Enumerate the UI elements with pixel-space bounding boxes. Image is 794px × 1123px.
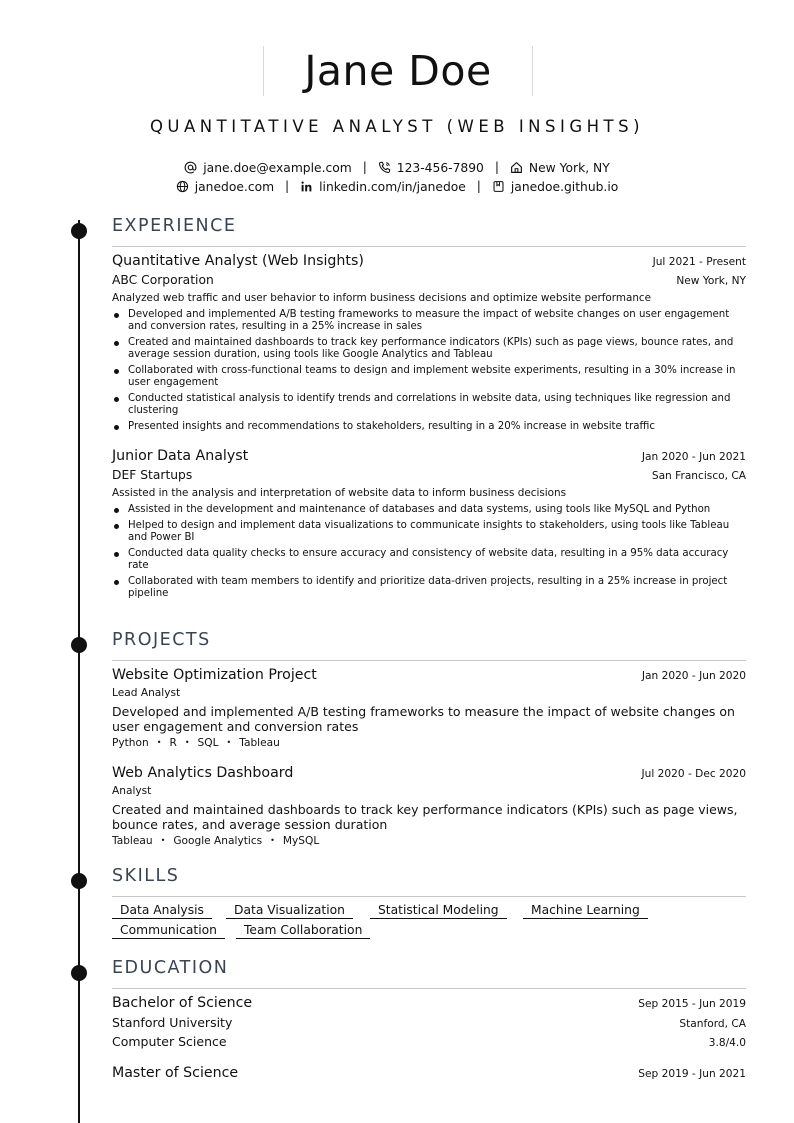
contact-line-1 <box>0 160 794 175</box>
project-tech-list <box>112 737 280 749</box>
candidate-name: Jane Doe <box>304 47 492 95</box>
home-icon <box>510 161 523 174</box>
experience-subheader <box>112 273 746 287</box>
job-bullets <box>112 504 746 604</box>
project-role: Lead Analyst <box>112 687 181 699</box>
experience-header <box>112 253 746 269</box>
section-title-projects: PROJECTS <box>112 630 211 650</box>
job-location: San Francisco, CA <box>651 470 746 482</box>
project-header <box>112 765 746 781</box>
skill-tag: Data Analysis <box>112 903 212 919</box>
education-header <box>112 995 746 1011</box>
project-dates: Jul 2020 - Dec 2020 <box>641 768 746 780</box>
skill-tag: Machine Learning <box>523 903 648 919</box>
globe-icon <box>176 180 189 193</box>
section-divider <box>112 660 746 661</box>
job-role: Quantitative Analyst (Web Insights) <box>112 253 364 269</box>
project-tech-list <box>112 835 319 847</box>
company-name: ABC Corporation <box>112 273 214 287</box>
education-dates: Sep 2019 - Jun 2021 <box>638 1068 746 1080</box>
email-text: jane.doe@example.com <box>203 160 352 175</box>
bullet-item: Conducted statistical analysis to identify trends and correlations in website data, using techniques like regression and clustering <box>112 393 746 417</box>
skill-tag: Data Visualization <box>226 903 353 919</box>
project-header <box>112 667 746 683</box>
timeline-dot-education <box>71 965 87 981</box>
job-bullets <box>112 309 746 437</box>
job-dates: Jul 2021 - Present <box>652 256 746 268</box>
education-school-row <box>112 1015 746 1030</box>
project-dates: Jan 2020 - Jun 2020 <box>641 670 746 682</box>
section-title-skills: SKILLS <box>112 866 180 886</box>
tech-tag: Tableau <box>112 835 153 847</box>
section-divider <box>112 988 746 989</box>
section-divider <box>112 246 746 247</box>
bullet-item: Developed and implemented A/B testing frameworks to measure the impact of website changes on user engagement and conversion rates, resulting in a 25% increase in sales <box>112 309 746 333</box>
school-name: Stanford University <box>112 1015 233 1030</box>
linkedin-contact[interactable] <box>300 180 466 194</box>
gpa: 3.8/4.0 <box>708 1037 746 1049</box>
tech-tag: R <box>169 737 177 749</box>
experience-subheader <box>112 468 746 482</box>
section-title-education: EDUCATION <box>112 958 229 978</box>
tech-tag: Tableau <box>239 737 280 749</box>
contact-separator: | <box>476 179 481 193</box>
phone-text: 123-456-7890 <box>396 160 484 175</box>
contact-line-2 <box>0 179 794 194</box>
project-description: Developed and implemented A/B testing frameworks to measure the impact of website changes on user engagement and conversion rates <box>112 704 735 734</box>
website-text: janedoe.com <box>194 179 275 194</box>
github-contact[interactable] <box>492 180 618 194</box>
bullet-item: Conducted data quality checks to ensure accuracy and consistency of website data, resulting in a 95% data accuracy rate <box>112 548 746 572</box>
tech-tag: Google Analytics <box>173 835 263 847</box>
website-contact[interactable] <box>176 180 274 194</box>
bullet-item: Collaborated with cross-functional teams to design and implement website experiments, resulting in a 30% increase in user engagement <box>112 365 746 389</box>
bullet-item: Assisted in the development and maintenance of databases and data systems, using tools like MySQL and Python <box>112 504 746 516</box>
github-text: janedoe.github.io <box>510 179 619 194</box>
tech-separator: • <box>160 836 166 845</box>
project-description: Created and maintained dashboards to track key performance indicators (KPIs) such as page views, bounce rates, and average session duration <box>112 802 738 832</box>
tech-tag: SQL <box>197 737 219 749</box>
experience-header <box>112 448 746 464</box>
education-field-row <box>112 1034 746 1049</box>
skill-tag: Team Collaboration <box>236 923 370 939</box>
section-divider <box>112 896 746 897</box>
bullet-item: Presented insights and recommendations to stakeholders, resulting in a 20% increase in website traffic <box>112 421 746 433</box>
at-icon <box>184 161 197 174</box>
skill-tag: Statistical Modeling <box>370 903 507 919</box>
tech-separator: • <box>156 738 162 747</box>
project-name: Web Analytics Dashboard <box>112 765 294 781</box>
bullet-item: Collaborated with team members to identify and prioritize data-driven projects, resulting in a 25% increase in project pipeline <box>112 576 746 600</box>
job-summary: Assisted in the analysis and interpretation of website data to inform business decisions <box>112 487 566 499</box>
degree-name: Master of Science <box>112 1065 239 1081</box>
project-name: Website Optimization Project <box>112 667 317 683</box>
bookmark-icon <box>492 180 505 193</box>
contact-separator: | <box>494 160 499 174</box>
linkedin-text: linkedin.com/in/janedoe <box>319 179 466 194</box>
timeline-dot-skills <box>71 873 87 889</box>
project-role: Analyst <box>112 785 152 797</box>
timeline-dot-projects <box>71 637 87 653</box>
job-title: QUANTITATIVE ANALYST (WEB INSIGHTS) <box>149 117 645 136</box>
education-header <box>112 1065 746 1081</box>
phone-contact[interactable] <box>378 161 484 175</box>
location-text: New York, NY <box>528 160 610 175</box>
job-location: New York, NY <box>676 275 746 287</box>
linkedin-icon <box>300 180 313 193</box>
job-role: Junior Data Analyst <box>112 448 249 464</box>
timeline-dot-experience <box>71 223 87 239</box>
tech-tag: MySQL <box>282 835 320 847</box>
location-contact <box>510 161 610 175</box>
section-title-experience: EXPERIENCE <box>112 216 237 236</box>
school-location: Stanford, CA <box>679 1018 746 1030</box>
tech-separator: • <box>226 738 232 747</box>
bullet-item: Created and maintained dashboards to track key performance indicators (KPIs) such as page views, bounce rates, and average session duration, using tools like Google Analytics and Tableau <box>112 337 746 361</box>
company-name: DEF Startups <box>112 468 193 482</box>
job-dates: Jan 2020 - Jun 2021 <box>641 451 746 463</box>
field-of-study: Computer Science <box>112 1034 227 1049</box>
job-summary: Analyzed web traffic and user behavior to inform business decisions and optimize website performance <box>112 292 652 304</box>
skill-tag: Communication <box>112 923 225 939</box>
tech-separator: • <box>270 836 275 845</box>
contact-separator: | <box>285 179 290 193</box>
bullet-item: Helped to design and implement data visualizations to communicate insights to stakeholders, using tools like Tableau and Power BI <box>112 520 746 544</box>
timeline-line <box>78 220 80 1123</box>
email-contact[interactable] <box>184 161 352 175</box>
phone-icon <box>378 161 391 174</box>
tech-separator: • <box>184 738 190 747</box>
tech-tag: Python <box>112 737 149 749</box>
degree-name: Bachelor of Science <box>112 995 253 1011</box>
education-dates: Sep 2015 - Jun 2019 <box>638 998 746 1010</box>
name-block <box>263 46 533 96</box>
contact-separator: | <box>362 160 367 174</box>
